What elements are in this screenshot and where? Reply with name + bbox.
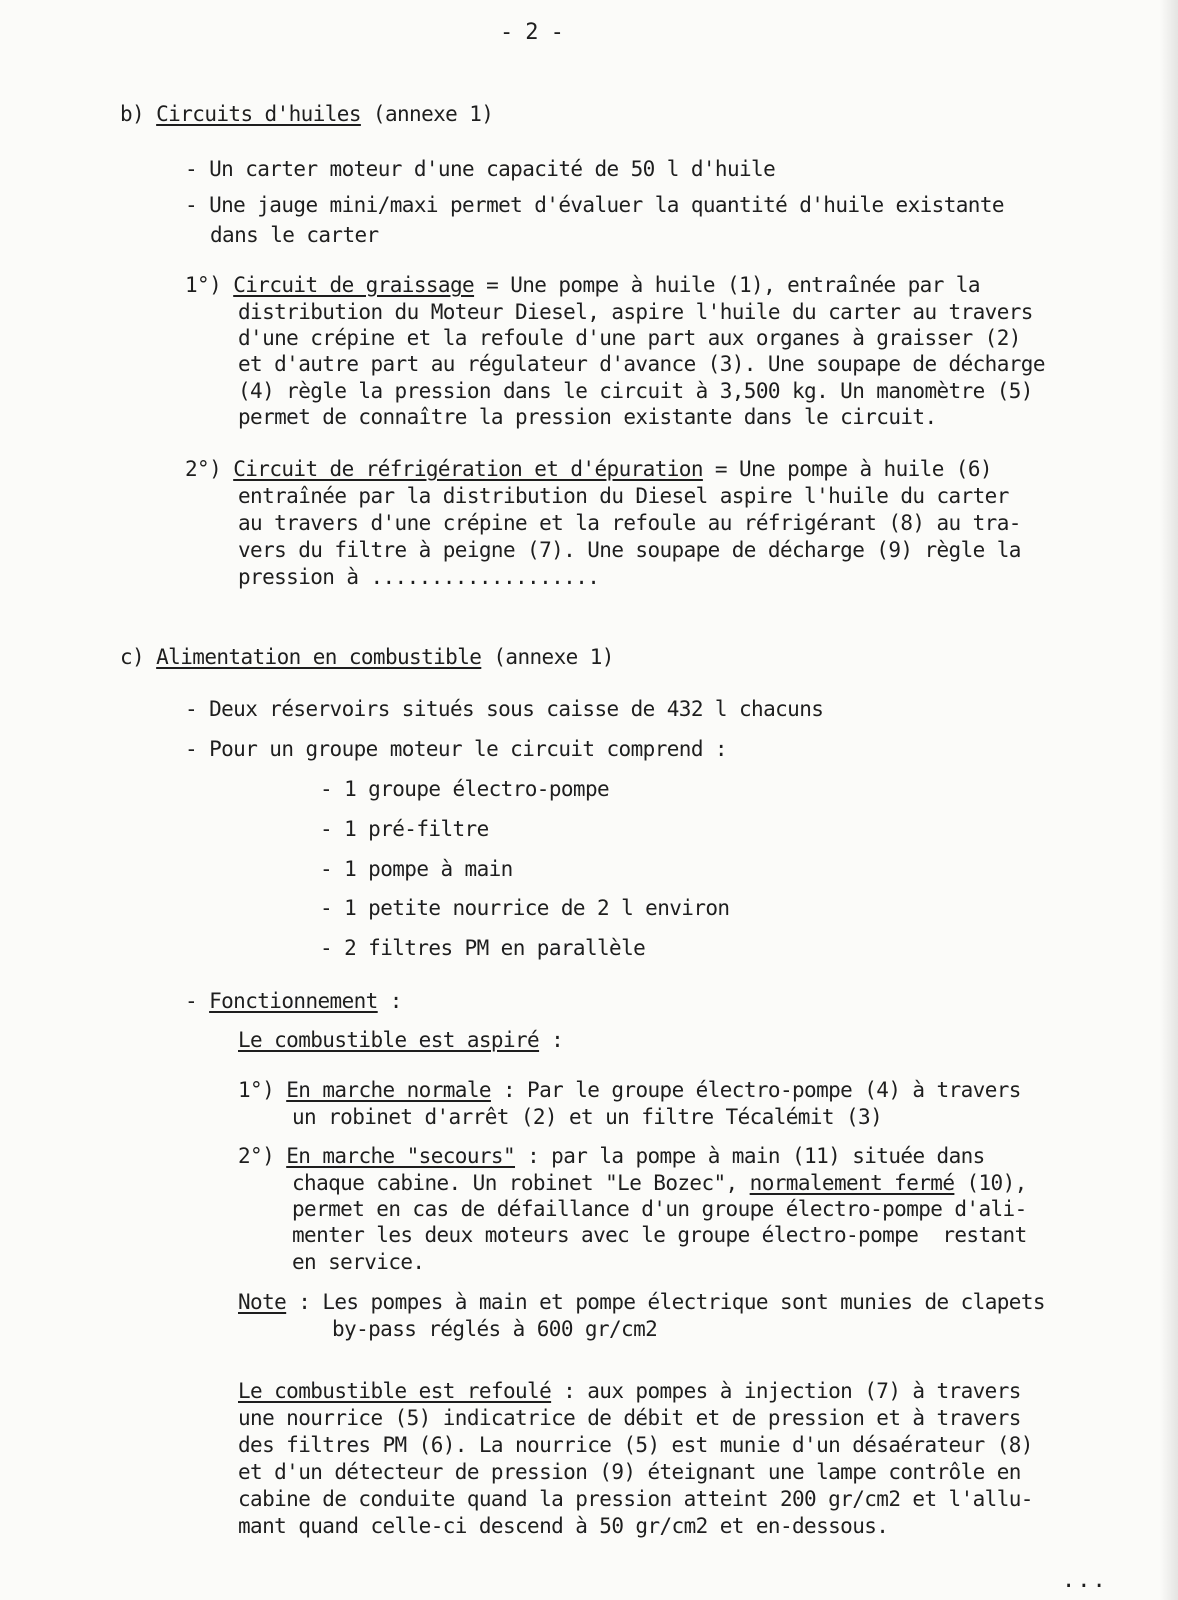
refoule-line-4: et d'un détecteur de pression (9) éteignant une lampe contrôle en xyxy=(238,1460,1021,1484)
component-item: - 1 pré-filtre xyxy=(320,817,489,841)
aspire-item-1-line-2: un robinet d'arrêt (2) et un filtre Técalémit (3) xyxy=(292,1105,883,1129)
refoule-line-2: une nourrice (5) indicatrice de débit et de pression et à travers xyxy=(238,1406,1021,1430)
note-line-2: by-pass réglés à 600 gr/cm2 xyxy=(332,1317,658,1341)
component-item: - 1 groupe électro-pompe xyxy=(320,777,610,801)
aspire-heading: Le combustible est aspiré : xyxy=(238,1028,564,1052)
item-1-line-4: et d'autre part au régulateur d'avance (3). Une soupape de décharge xyxy=(238,352,1045,376)
component-item: - 1 petite nourrice de 2 l environ xyxy=(320,896,730,920)
note: Note : Les pompes à main et pompe électrique sont munies de clapets xyxy=(238,1290,1045,1314)
item-2-title: Circuit de réfrigération et d'épuration xyxy=(233,457,703,481)
aspire-item-2-line-4: menter les deux moteurs avec le groupe électro-pompe restant xyxy=(292,1223,1027,1247)
section-c-title: Alimentation en combustible xyxy=(156,645,482,669)
component-item: - 1 pompe à main xyxy=(320,857,513,881)
aspire-item-2-line-5: en service. xyxy=(292,1250,425,1274)
item-2-line-2: entraînée par la distribution du Diesel aspire l'huile du carter xyxy=(238,484,1009,508)
aspire-item-2: 2°) En marche "secours" : par la pompe à main (11) située dans xyxy=(238,1144,985,1168)
section-c-bullet-2: - Pour un groupe moteur le circuit comprend : xyxy=(185,737,727,761)
refoule-line-5: cabine de conduite quand la pression atteint 200 gr/cm2 et l'allu- xyxy=(238,1487,1033,1511)
item-2-line-4: vers du filtre à peigne (7). Une soupape de décharge (9) règle la xyxy=(238,538,1021,562)
section-b-heading xyxy=(120,101,493,127)
item-2-heading: 2°) Circuit de réfrigération et d'épuration = Une pompe à huile (6) xyxy=(185,457,992,481)
fonctionnement-heading: - Fonctionnement : xyxy=(185,989,402,1013)
aspire-item-2-line-2: chaque cabine. Un robinet "Le Bozec", normalement fermé (10), xyxy=(292,1171,1027,1195)
item-1-heading: 1°) Circuit de graissage = Une pompe à huile (1), entraînée par la xyxy=(185,273,980,297)
item-1-line-5: (4) règle la pression dans le circuit à 3,500 kg. Un manomètre (5) xyxy=(238,379,1033,403)
continuation-ellipsis: ... xyxy=(1062,1568,1108,1593)
item-1-line-6: permet de connaître la pression existante dans le circuit. xyxy=(238,405,937,429)
section-c-ref: (annexe 1) xyxy=(493,645,614,669)
refoule-paragraph: Le combustible est refoulé : aux pompes à injection (7) à travers xyxy=(238,1379,1021,1403)
component-item: - 2 filtres PM en parallèle xyxy=(320,936,646,960)
item-2-line-3: au travers d'une crépine et la refoule au réfrigérant (8) au tra- xyxy=(238,511,1021,535)
refoule-line-3: des filtres PM (6). La nourrice (5) est munie d'un désaérateur (8) xyxy=(238,1433,1033,1457)
section-c-label: c) xyxy=(120,645,145,669)
item-1-line-3: d'une crépine et la refoule d'une part aux organes à graisser (2) xyxy=(238,326,1021,350)
section-b-ref: (annexe 1) xyxy=(372,102,494,126)
section-c-heading xyxy=(120,644,614,670)
item-2-line-5: pression à ................... xyxy=(238,565,600,589)
aspire-item-1: 1°) En marche normale : Par le groupe électro-pompe (4) à travers xyxy=(238,1078,1021,1102)
section-b-bullet-2: - Une jauge mini/maxi permet d'évaluer la quantité d'huile existante xyxy=(185,193,1004,217)
section-b-bullet-2-cont: dans le carter xyxy=(210,223,379,247)
item-1-line-2: distribution du Moteur Diesel, aspire l'huile du carter au travers xyxy=(238,300,1033,324)
section-b-label: b) xyxy=(120,102,145,126)
section-b-bullet-1: - Un carter moteur d'une capacité de 50 l d'huile xyxy=(185,157,776,181)
aspire-item-2-line-3: permet en cas de défaillance d'un groupe électro-pompe d'ali- xyxy=(292,1197,1027,1221)
section-c-bullet-1: - Deux réservoirs situés sous caisse de 432 l chacuns xyxy=(185,697,824,721)
refoule-line-6: mant quand celle-ci descend à 50 gr/cm2 et en-dessous. xyxy=(238,1514,889,1538)
item-1-title: Circuit de graissage xyxy=(233,273,475,297)
page-edge-shadow xyxy=(1160,0,1178,1600)
section-b-title: Circuits d'huiles xyxy=(156,102,361,126)
page-number: - 2 - xyxy=(500,20,564,45)
